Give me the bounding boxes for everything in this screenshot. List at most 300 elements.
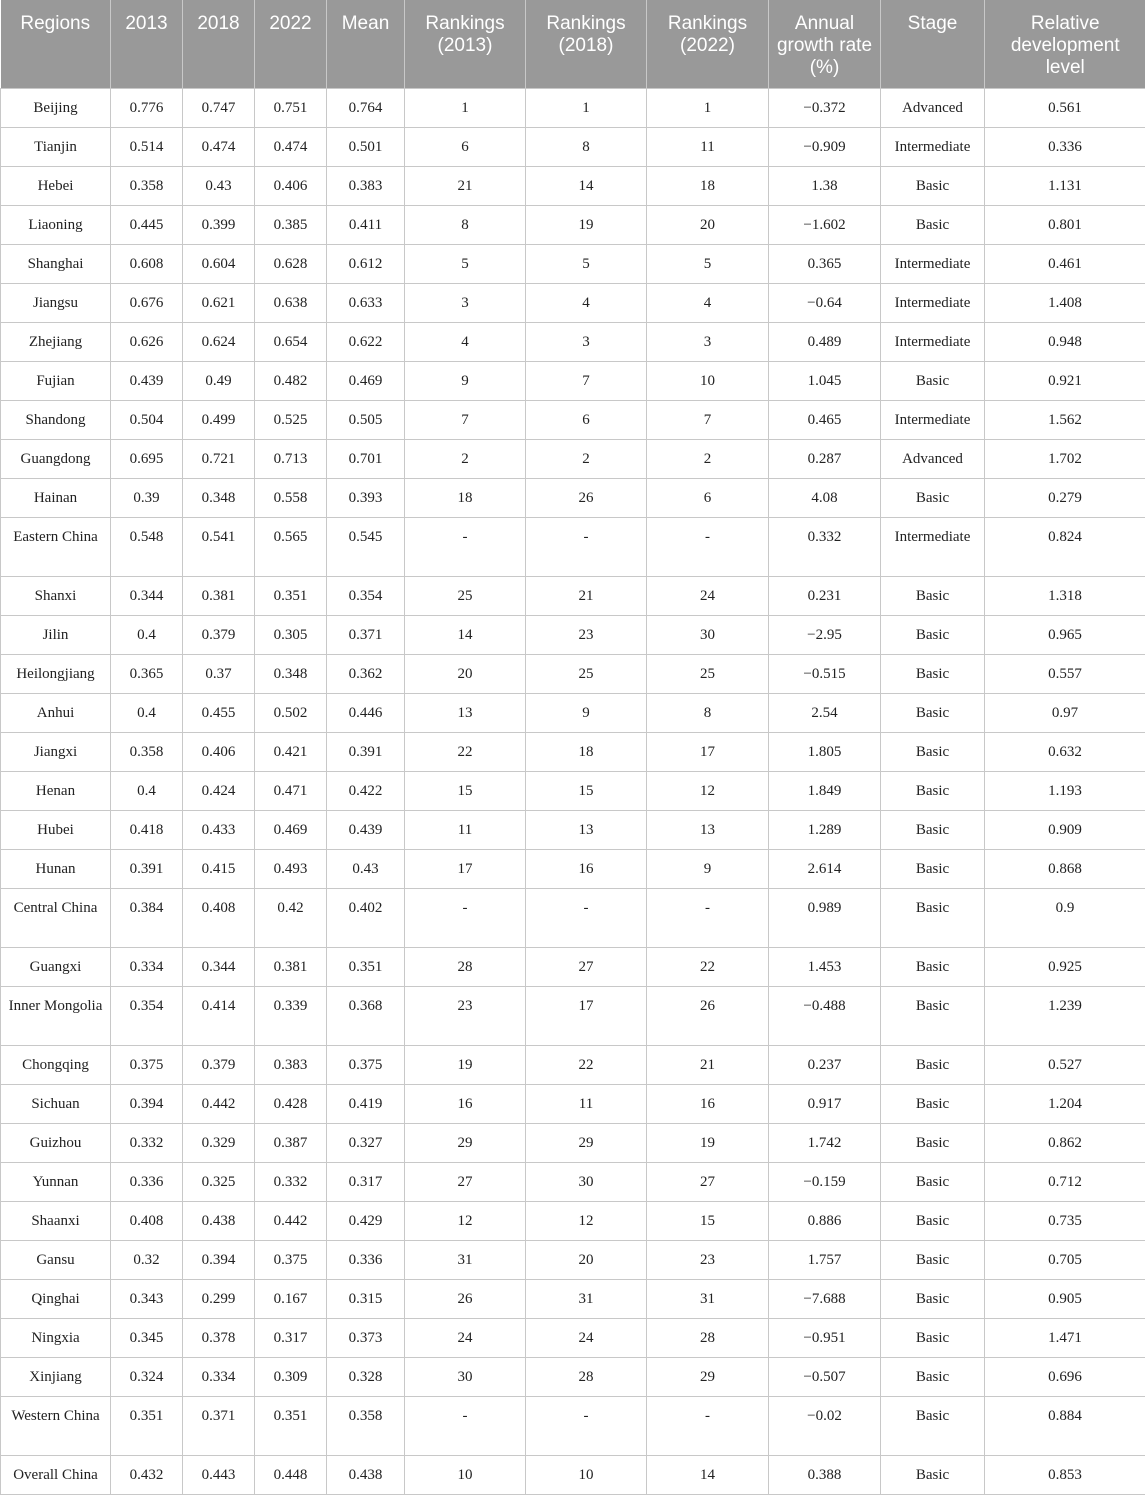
table-row xyxy=(1,1397,1145,1456)
cell-2013: 0.626 xyxy=(111,323,183,362)
table-row xyxy=(1,655,1145,694)
cell-ranking-2022: 14 xyxy=(647,1456,769,1495)
cell-ranking-2013: 14 xyxy=(405,616,526,655)
cell-mean: 0.317 xyxy=(327,1163,405,1202)
cell-stage: Basic xyxy=(881,479,985,518)
cell-annual-growth-rate: 0.489 xyxy=(769,323,881,362)
cell-2018: 0.325 xyxy=(183,1163,255,1202)
cell-region: Shanxi xyxy=(1,577,111,616)
cell-annual-growth-rate: 1.045 xyxy=(769,362,881,401)
cell-2013: 0.365 xyxy=(111,655,183,694)
cell-relative-development-level: 0.696 xyxy=(985,1358,1145,1397)
cell-ranking-2022: 26 xyxy=(647,987,769,1046)
cell-2018: 0.394 xyxy=(183,1241,255,1280)
cell-mean: 0.354 xyxy=(327,577,405,616)
cell-2018: 0.455 xyxy=(183,694,255,733)
cell-2022: 0.383 xyxy=(255,1046,327,1085)
cell-ranking-2013: 29 xyxy=(405,1124,526,1163)
cell-region: Inner Mongolia xyxy=(1,987,111,1046)
cell-relative-development-level: 1.131 xyxy=(985,167,1145,206)
cell-relative-development-level: 0.853 xyxy=(985,1456,1145,1495)
cell-stage: Basic xyxy=(881,616,985,655)
table-row xyxy=(1,518,1145,577)
table-row xyxy=(1,1241,1145,1280)
cell-annual-growth-rate: 1.757 xyxy=(769,1241,881,1280)
cell-stage: Basic xyxy=(881,1085,985,1124)
cell-mean: 0.545 xyxy=(327,518,405,577)
cell-relative-development-level: 0.336 xyxy=(985,128,1145,167)
cell-stage: Basic xyxy=(881,206,985,245)
cell-annual-growth-rate: −0.951 xyxy=(769,1319,881,1358)
cell-2022: 0.381 xyxy=(255,948,327,987)
cell-2018: 0.334 xyxy=(183,1358,255,1397)
cell-annual-growth-rate: 0.989 xyxy=(769,889,881,948)
cell-stage: Basic xyxy=(881,987,985,1046)
cell-2022: 0.565 xyxy=(255,518,327,577)
cell-ranking-2013: - xyxy=(405,518,526,577)
cell-stage: Basic xyxy=(881,1280,985,1319)
table-row xyxy=(1,948,1145,987)
cell-relative-development-level: 0.905 xyxy=(985,1280,1145,1319)
cell-mean: 0.351 xyxy=(327,948,405,987)
cell-ranking-2013: 8 xyxy=(405,206,526,245)
cell-mean: 0.371 xyxy=(327,616,405,655)
cell-2022: 0.448 xyxy=(255,1456,327,1495)
cell-region: Jiangxi xyxy=(1,733,111,772)
cell-stage: Basic xyxy=(881,694,985,733)
cell-2013: 0.608 xyxy=(111,245,183,284)
cell-2022: 0.305 xyxy=(255,616,327,655)
cell-2013: 0.432 xyxy=(111,1456,183,1495)
cell-2018: 0.747 xyxy=(183,89,255,128)
cell-annual-growth-rate: −1.602 xyxy=(769,206,881,245)
cell-annual-growth-rate: 0.231 xyxy=(769,577,881,616)
cell-mean: 0.505 xyxy=(327,401,405,440)
header-mean: Mean xyxy=(327,0,405,89)
cell-ranking-2013: 2 xyxy=(405,440,526,479)
cell-annual-growth-rate: 1.289 xyxy=(769,811,881,850)
cell-ranking-2018: 2 xyxy=(526,440,647,479)
cell-ranking-2022: 3 xyxy=(647,323,769,362)
cell-region: Shanghai xyxy=(1,245,111,284)
cell-ranking-2018: 18 xyxy=(526,733,647,772)
cell-2022: 0.558 xyxy=(255,479,327,518)
cell-2013: 0.4 xyxy=(111,616,183,655)
cell-2018: 0.37 xyxy=(183,655,255,694)
cell-2013: 0.548 xyxy=(111,518,183,577)
cell-ranking-2013: - xyxy=(405,1397,526,1456)
header-rankings-2022: Rankings (2022) xyxy=(647,0,769,89)
cell-relative-development-level: 0.921 xyxy=(985,362,1145,401)
cell-stage: Basic xyxy=(881,167,985,206)
cell-2013: 0.39 xyxy=(111,479,183,518)
cell-ranking-2013: 10 xyxy=(405,1456,526,1495)
cell-ranking-2013: 28 xyxy=(405,948,526,987)
cell-2022: 0.638 xyxy=(255,284,327,323)
cell-ranking-2018: 4 xyxy=(526,284,647,323)
table-row xyxy=(1,1202,1145,1241)
header-rankings-2018: Rankings (2018) xyxy=(526,0,647,89)
cell-mean: 0.328 xyxy=(327,1358,405,1397)
cell-region: Guangxi xyxy=(1,948,111,987)
cell-2018: 0.621 xyxy=(183,284,255,323)
cell-annual-growth-rate: −2.95 xyxy=(769,616,881,655)
cell-relative-development-level: 1.471 xyxy=(985,1319,1145,1358)
cell-2013: 0.418 xyxy=(111,811,183,850)
cell-2018: 0.442 xyxy=(183,1085,255,1124)
cell-ranking-2013: 23 xyxy=(405,987,526,1046)
cell-mean: 0.375 xyxy=(327,1046,405,1085)
cell-ranking-2022: 21 xyxy=(647,1046,769,1085)
cell-region: Eastern China xyxy=(1,518,111,577)
cell-ranking-2013: 3 xyxy=(405,284,526,323)
cell-mean: 0.429 xyxy=(327,1202,405,1241)
cell-ranking-2022: 11 xyxy=(647,128,769,167)
cell-relative-development-level: 0.824 xyxy=(985,518,1145,577)
cell-ranking-2018: 27 xyxy=(526,948,647,987)
cell-stage: Basic xyxy=(881,850,985,889)
cell-annual-growth-rate: 1.38 xyxy=(769,167,881,206)
cell-relative-development-level: 0.9 xyxy=(985,889,1145,948)
header-stage: Stage xyxy=(881,0,985,89)
cell-2013: 0.4 xyxy=(111,694,183,733)
cell-ranking-2013: 15 xyxy=(405,772,526,811)
cell-ranking-2022: 17 xyxy=(647,733,769,772)
cell-mean: 0.446 xyxy=(327,694,405,733)
cell-ranking-2013: 12 xyxy=(405,1202,526,1241)
cell-ranking-2022: 6 xyxy=(647,479,769,518)
table-row xyxy=(1,128,1145,167)
cell-annual-growth-rate: 2.614 xyxy=(769,850,881,889)
cell-region: Jilin xyxy=(1,616,111,655)
cell-2013: 0.4 xyxy=(111,772,183,811)
cell-ranking-2018: 9 xyxy=(526,694,647,733)
table-row xyxy=(1,323,1145,362)
cell-relative-development-level: 1.239 xyxy=(985,987,1145,1046)
table-row xyxy=(1,733,1145,772)
cell-2013: 0.343 xyxy=(111,1280,183,1319)
cell-annual-growth-rate: 1.805 xyxy=(769,733,881,772)
cell-2022: 0.375 xyxy=(255,1241,327,1280)
header-2022: 2022 xyxy=(255,0,327,89)
cell-relative-development-level: 0.884 xyxy=(985,1397,1145,1456)
cell-annual-growth-rate: 0.886 xyxy=(769,1202,881,1241)
table-row xyxy=(1,577,1145,616)
cell-mean: 0.612 xyxy=(327,245,405,284)
cell-2018: 0.371 xyxy=(183,1397,255,1456)
cell-stage: Basic xyxy=(881,1202,985,1241)
cell-ranking-2018: 8 xyxy=(526,128,647,167)
cell-2018: 0.408 xyxy=(183,889,255,948)
cell-2022: 0.442 xyxy=(255,1202,327,1241)
table-row xyxy=(1,1124,1145,1163)
table-row xyxy=(1,1319,1145,1358)
cell-ranking-2013: 16 xyxy=(405,1085,526,1124)
cell-mean: 0.373 xyxy=(327,1319,405,1358)
cell-ranking-2018: 14 xyxy=(526,167,647,206)
cell-region: Hebei xyxy=(1,167,111,206)
cell-2013: 0.514 xyxy=(111,128,183,167)
cell-stage: Basic xyxy=(881,733,985,772)
cell-region: Anhui xyxy=(1,694,111,733)
cell-ranking-2013: 20 xyxy=(405,655,526,694)
table-row xyxy=(1,362,1145,401)
cell-ranking-2018: 31 xyxy=(526,1280,647,1319)
cell-2018: 0.415 xyxy=(183,850,255,889)
cell-ranking-2018: 24 xyxy=(526,1319,647,1358)
cell-2022: 0.348 xyxy=(255,655,327,694)
cell-mean: 0.501 xyxy=(327,128,405,167)
cell-2013: 0.344 xyxy=(111,577,183,616)
cell-relative-development-level: 1.193 xyxy=(985,772,1145,811)
cell-annual-growth-rate: −0.507 xyxy=(769,1358,881,1397)
cell-ranking-2022: 1 xyxy=(647,89,769,128)
table-row xyxy=(1,1163,1145,1202)
cell-region: Guangdong xyxy=(1,440,111,479)
cell-2022: 0.525 xyxy=(255,401,327,440)
cell-ranking-2013: 19 xyxy=(405,1046,526,1085)
cell-region: Hubei xyxy=(1,811,111,850)
cell-annual-growth-rate: 0.365 xyxy=(769,245,881,284)
cell-stage: Basic xyxy=(881,811,985,850)
cell-ranking-2013: 21 xyxy=(405,167,526,206)
cell-2018: 0.406 xyxy=(183,733,255,772)
cell-ranking-2022: 22 xyxy=(647,948,769,987)
cell-region: Western China xyxy=(1,1397,111,1456)
cell-ranking-2018: 3 xyxy=(526,323,647,362)
cell-ranking-2018: 10 xyxy=(526,1456,647,1495)
cell-stage: Basic xyxy=(881,889,985,948)
cell-2013: 0.394 xyxy=(111,1085,183,1124)
cell-2022: 0.628 xyxy=(255,245,327,284)
cell-2018: 0.721 xyxy=(183,440,255,479)
cell-mean: 0.336 xyxy=(327,1241,405,1280)
cell-region: Sichuan xyxy=(1,1085,111,1124)
cell-ranking-2018: 23 xyxy=(526,616,647,655)
table-header xyxy=(1,0,1145,89)
cell-mean: 0.391 xyxy=(327,733,405,772)
cell-annual-growth-rate: −0.515 xyxy=(769,655,881,694)
cell-mean: 0.469 xyxy=(327,362,405,401)
cell-ranking-2018: 5 xyxy=(526,245,647,284)
cell-relative-development-level: 1.702 xyxy=(985,440,1145,479)
cell-2022: 0.351 xyxy=(255,1397,327,1456)
cell-relative-development-level: 0.868 xyxy=(985,850,1145,889)
table-row xyxy=(1,1280,1145,1319)
cell-annual-growth-rate: −0.02 xyxy=(769,1397,881,1456)
cell-mean: 0.393 xyxy=(327,479,405,518)
cell-ranking-2013: 6 xyxy=(405,128,526,167)
cell-2018: 0.43 xyxy=(183,167,255,206)
cell-2018: 0.433 xyxy=(183,811,255,850)
cell-2018: 0.49 xyxy=(183,362,255,401)
table-row xyxy=(1,1358,1145,1397)
cell-2013: 0.408 xyxy=(111,1202,183,1241)
cell-stage: Basic xyxy=(881,1046,985,1085)
table-row xyxy=(1,245,1145,284)
cell-region: Heilongjiang xyxy=(1,655,111,694)
table-row xyxy=(1,401,1145,440)
cell-ranking-2022: 9 xyxy=(647,850,769,889)
cell-2022: 0.469 xyxy=(255,811,327,850)
cell-mean: 0.43 xyxy=(327,850,405,889)
cell-annual-growth-rate: 0.465 xyxy=(769,401,881,440)
cell-annual-growth-rate: 1.849 xyxy=(769,772,881,811)
cell-relative-development-level: 1.562 xyxy=(985,401,1145,440)
table-row xyxy=(1,616,1145,655)
cell-annual-growth-rate: 0.287 xyxy=(769,440,881,479)
cell-region: Ningxia xyxy=(1,1319,111,1358)
cell-ranking-2018: 30 xyxy=(526,1163,647,1202)
table-row xyxy=(1,89,1145,128)
cell-ranking-2013: 5 xyxy=(405,245,526,284)
cell-relative-development-level: 1.408 xyxy=(985,284,1145,323)
cell-2013: 0.324 xyxy=(111,1358,183,1397)
cell-stage: Basic xyxy=(881,1397,985,1456)
cell-2013: 0.375 xyxy=(111,1046,183,1085)
table-row xyxy=(1,206,1145,245)
cell-2013: 0.358 xyxy=(111,167,183,206)
table-row xyxy=(1,889,1145,948)
cell-ranking-2013: 13 xyxy=(405,694,526,733)
cell-ranking-2013: 9 xyxy=(405,362,526,401)
cell-stage: Intermediate xyxy=(881,323,985,362)
cell-relative-development-level: 0.561 xyxy=(985,89,1145,128)
cell-ranking-2018: - xyxy=(526,1397,647,1456)
cell-2022: 0.351 xyxy=(255,577,327,616)
cell-ranking-2013: 7 xyxy=(405,401,526,440)
cell-mean: 0.419 xyxy=(327,1085,405,1124)
cell-relative-development-level: 0.801 xyxy=(985,206,1145,245)
cell-ranking-2022: 13 xyxy=(647,811,769,850)
cell-mean: 0.422 xyxy=(327,772,405,811)
cell-region: Liaoning xyxy=(1,206,111,245)
cell-2022: 0.482 xyxy=(255,362,327,401)
cell-ranking-2022: 4 xyxy=(647,284,769,323)
cell-relative-development-level: 0.632 xyxy=(985,733,1145,772)
cell-stage: Basic xyxy=(881,1319,985,1358)
cell-region: Tianjin xyxy=(1,128,111,167)
cell-ranking-2018: 25 xyxy=(526,655,647,694)
cell-ranking-2022: 8 xyxy=(647,694,769,733)
cell-stage: Intermediate xyxy=(881,128,985,167)
cell-relative-development-level: 0.279 xyxy=(985,479,1145,518)
cell-ranking-2022: 5 xyxy=(647,245,769,284)
cell-region: Chongqing xyxy=(1,1046,111,1085)
header-row xyxy=(1,0,1145,89)
cell-stage: Intermediate xyxy=(881,518,985,577)
cell-stage: Basic xyxy=(881,1124,985,1163)
cell-2013: 0.336 xyxy=(111,1163,183,1202)
cell-2018: 0.499 xyxy=(183,401,255,440)
cell-annual-growth-rate: 4.08 xyxy=(769,479,881,518)
cell-ranking-2022: - xyxy=(647,1397,769,1456)
cell-2013: 0.676 xyxy=(111,284,183,323)
cell-ranking-2013: 22 xyxy=(405,733,526,772)
cell-2018: 0.414 xyxy=(183,987,255,1046)
cell-2022: 0.654 xyxy=(255,323,327,362)
cell-ranking-2018: 26 xyxy=(526,479,647,518)
cell-2013: 0.351 xyxy=(111,1397,183,1456)
cell-2022: 0.332 xyxy=(255,1163,327,1202)
cell-ranking-2022: 18 xyxy=(647,167,769,206)
cell-ranking-2022: 24 xyxy=(647,577,769,616)
cell-ranking-2018: 12 xyxy=(526,1202,647,1241)
cell-mean: 0.383 xyxy=(327,167,405,206)
cell-ranking-2022: - xyxy=(647,889,769,948)
cell-stage: Basic xyxy=(881,772,985,811)
cell-relative-development-level: 1.204 xyxy=(985,1085,1145,1124)
cell-mean: 0.764 xyxy=(327,89,405,128)
cell-ranking-2022: 7 xyxy=(647,401,769,440)
cell-annual-growth-rate: 0.332 xyxy=(769,518,881,577)
cell-relative-development-level: 1.318 xyxy=(985,577,1145,616)
cell-ranking-2013: 1 xyxy=(405,89,526,128)
table-row xyxy=(1,987,1145,1046)
cell-stage: Basic xyxy=(881,1358,985,1397)
cell-annual-growth-rate: 2.54 xyxy=(769,694,881,733)
cell-stage: Intermediate xyxy=(881,245,985,284)
cell-stage: Basic xyxy=(881,362,985,401)
header-relative-development-level: Relative development level xyxy=(985,0,1145,89)
cell-stage: Intermediate xyxy=(881,401,985,440)
cell-mean: 0.362 xyxy=(327,655,405,694)
cell-region: Henan xyxy=(1,772,111,811)
cell-ranking-2018: - xyxy=(526,518,647,577)
cell-ranking-2022: 27 xyxy=(647,1163,769,1202)
cell-ranking-2018: 16 xyxy=(526,850,647,889)
cell-2013: 0.334 xyxy=(111,948,183,987)
cell-ranking-2013: 31 xyxy=(405,1241,526,1280)
cell-ranking-2018: 29 xyxy=(526,1124,647,1163)
cell-2022: 0.471 xyxy=(255,772,327,811)
cell-2022: 0.713 xyxy=(255,440,327,479)
cell-relative-development-level: 0.948 xyxy=(985,323,1145,362)
cell-relative-development-level: 0.965 xyxy=(985,616,1145,655)
cell-region: Hainan xyxy=(1,479,111,518)
cell-2018: 0.299 xyxy=(183,1280,255,1319)
cell-relative-development-level: 0.735 xyxy=(985,1202,1145,1241)
cell-annual-growth-rate: 0.917 xyxy=(769,1085,881,1124)
cell-annual-growth-rate: −0.909 xyxy=(769,128,881,167)
table-row xyxy=(1,167,1145,206)
cell-annual-growth-rate: 0.237 xyxy=(769,1046,881,1085)
table-row xyxy=(1,694,1145,733)
cell-mean: 0.358 xyxy=(327,1397,405,1456)
table-body xyxy=(1,89,1145,1495)
cell-2018: 0.348 xyxy=(183,479,255,518)
cell-2018: 0.344 xyxy=(183,948,255,987)
cell-2022: 0.317 xyxy=(255,1319,327,1358)
cell-ranking-2022: 31 xyxy=(647,1280,769,1319)
cell-stage: Basic xyxy=(881,948,985,987)
cell-mean: 0.438 xyxy=(327,1456,405,1495)
cell-stage: Basic xyxy=(881,1241,985,1280)
cell-annual-growth-rate: −0.64 xyxy=(769,284,881,323)
cell-2018: 0.443 xyxy=(183,1456,255,1495)
cell-region: Qinghai xyxy=(1,1280,111,1319)
cell-ranking-2013: 25 xyxy=(405,577,526,616)
table-row xyxy=(1,850,1145,889)
cell-2022: 0.42 xyxy=(255,889,327,948)
cell-stage: Basic xyxy=(881,577,985,616)
cell-stage: Advanced xyxy=(881,89,985,128)
cell-region: Yunnan xyxy=(1,1163,111,1202)
cell-mean: 0.439 xyxy=(327,811,405,850)
cell-region: Jiangsu xyxy=(1,284,111,323)
cell-ranking-2022: 29 xyxy=(647,1358,769,1397)
cell-ranking-2022: 16 xyxy=(647,1085,769,1124)
